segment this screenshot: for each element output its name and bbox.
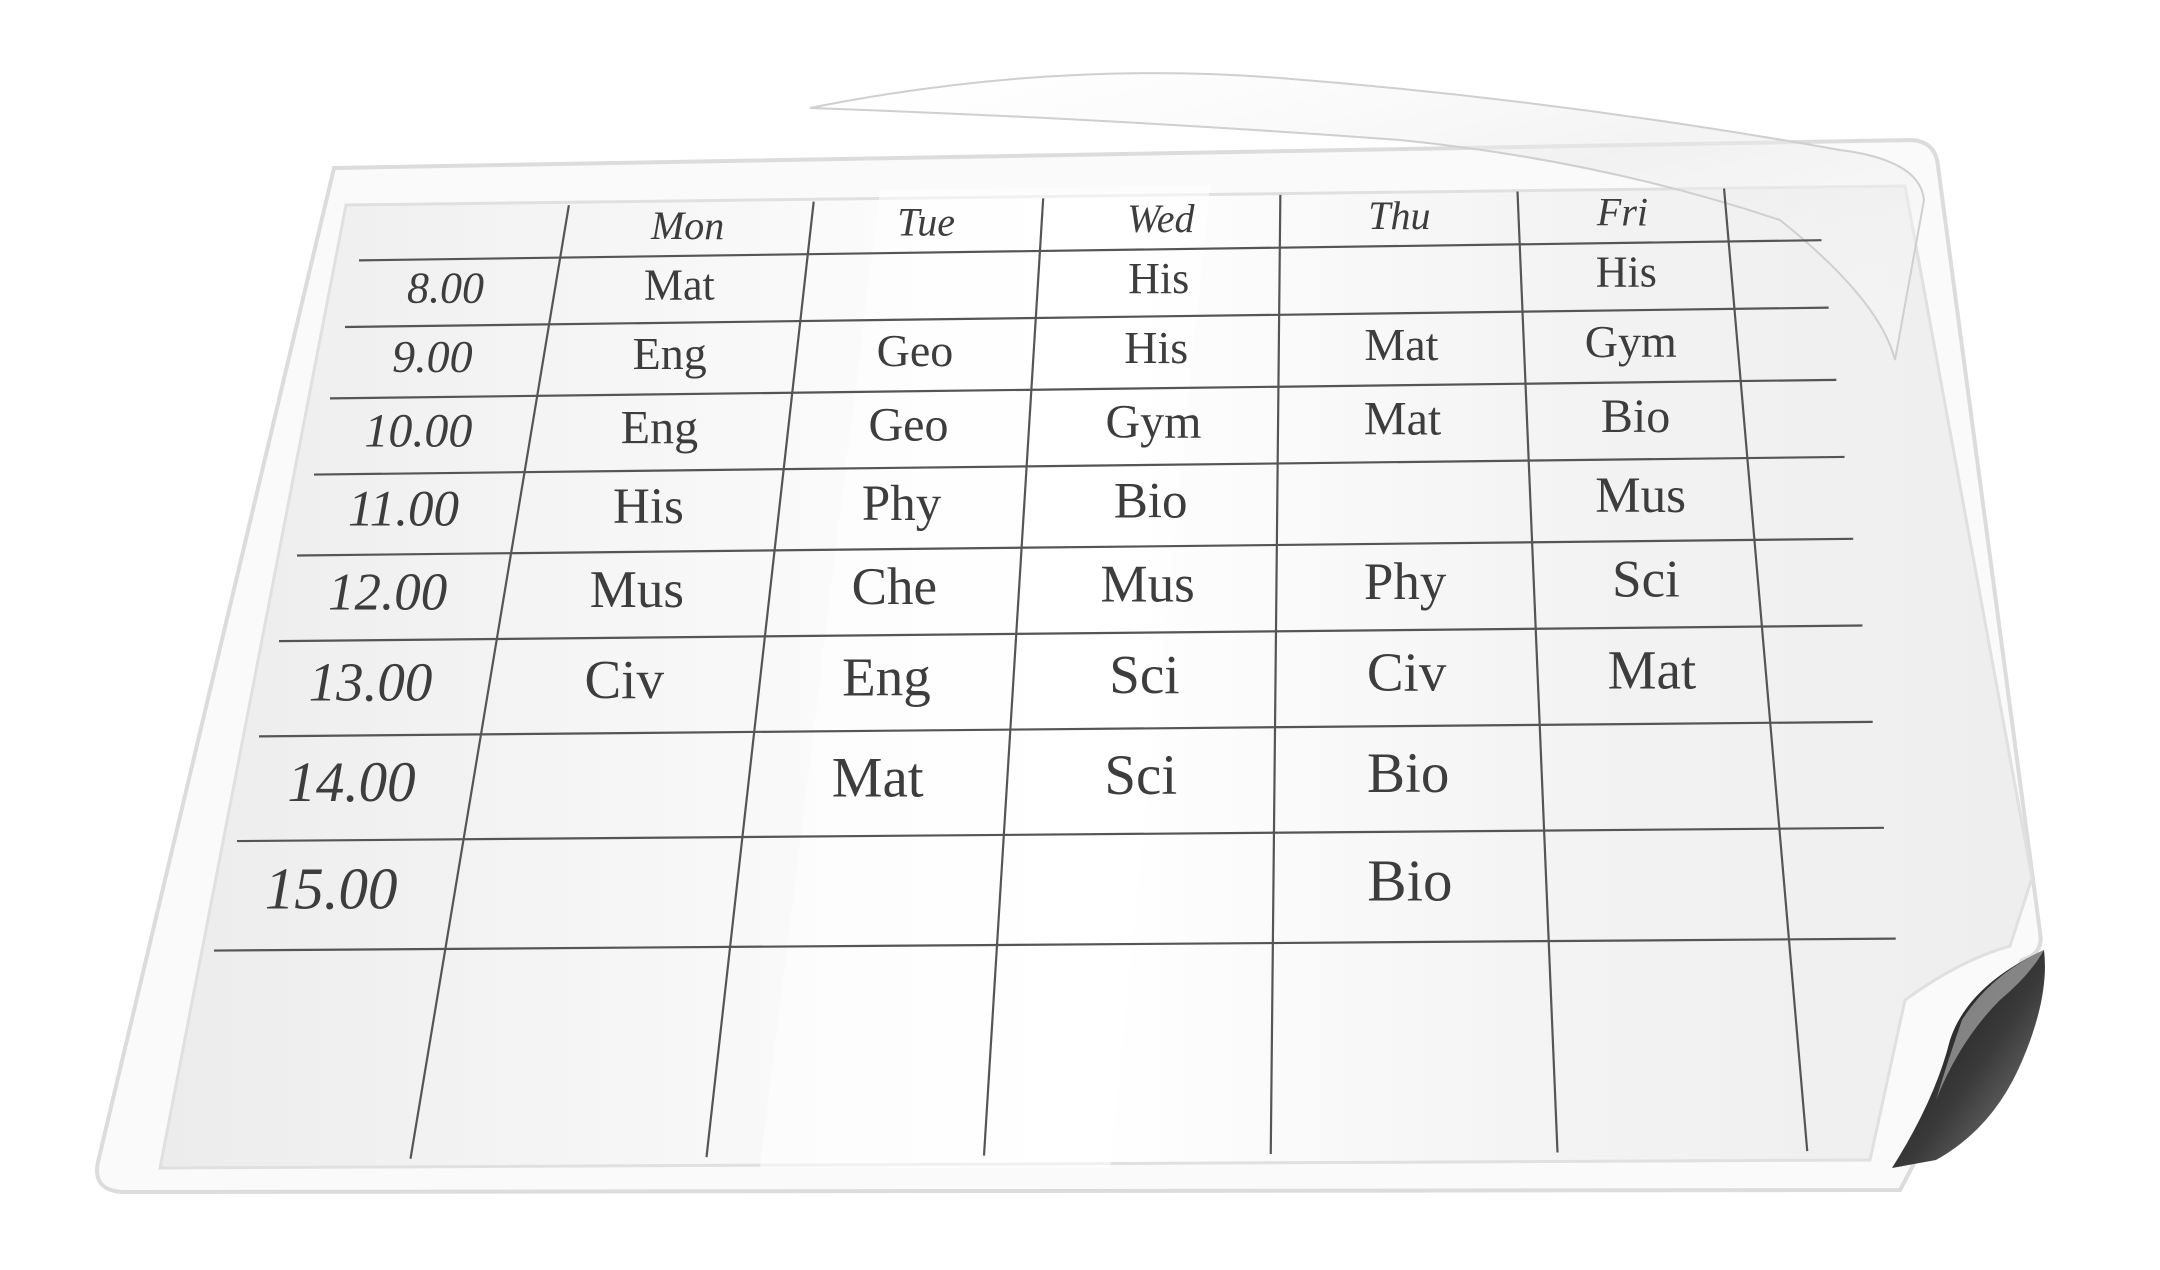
subject-cell: Geo: [876, 324, 954, 376]
subject-cell: Gym: [1105, 395, 1202, 449]
subject-cell: Eng: [842, 646, 931, 708]
subject-cell: Sci: [1104, 744, 1178, 808]
subject-cell: Mat: [643, 260, 715, 310]
day-header-tue: Tue: [897, 199, 956, 245]
time-label: 12.00: [328, 563, 448, 622]
subject-cell: His: [1124, 321, 1189, 373]
subject-cell: Mat: [1364, 318, 1439, 370]
subject-cell: Civ: [584, 649, 664, 711]
time-label: 8.00: [407, 263, 485, 313]
day-header-wed: Wed: [1127, 196, 1195, 242]
subject-cell: Sci: [1612, 550, 1680, 609]
subject-cell: Mat: [831, 746, 924, 810]
subject-cell: Sci: [1109, 644, 1180, 706]
day-header-thu: Thu: [1368, 192, 1431, 238]
subject-cell: Che: [851, 558, 938, 617]
subject-cell: Eng: [632, 328, 707, 380]
subject-cell: Eng: [620, 401, 699, 455]
subject-cell: Bio: [1367, 741, 1450, 805]
time-label: 11.00: [348, 481, 459, 538]
time-label: 10.00: [364, 404, 473, 458]
subject-cell: Mus: [589, 560, 684, 619]
subject-cell: His: [1595, 247, 1657, 297]
subject-cell: Bio: [1600, 389, 1671, 443]
time-label: 9.00: [392, 331, 473, 383]
subject-cell: His: [1128, 253, 1190, 303]
subject-cell: Mat: [1363, 392, 1442, 446]
subject-cell: Civ: [1366, 641, 1447, 703]
subject-cell: Bio: [1367, 847, 1453, 914]
subject-cell: Mus: [1595, 467, 1686, 524]
time-label: 13.00: [308, 651, 433, 713]
subject-cell: His: [613, 478, 684, 535]
day-header-fri: Fri: [1596, 189, 1649, 235]
subject-cell: Gym: [1584, 315, 1677, 367]
subject-cell: Mus: [1100, 555, 1195, 614]
day-header-mon: Mon: [650, 202, 725, 248]
time-label: 15.00: [264, 855, 398, 922]
subject-cell: Bio: [1113, 473, 1188, 530]
subject-cell: Phy: [861, 476, 942, 533]
subject-cell: Phy: [1363, 552, 1447, 611]
subject-cell: Geo: [868, 398, 949, 452]
subject-cell: Mat: [1607, 639, 1697, 701]
time-label: 14.00: [287, 750, 416, 814]
